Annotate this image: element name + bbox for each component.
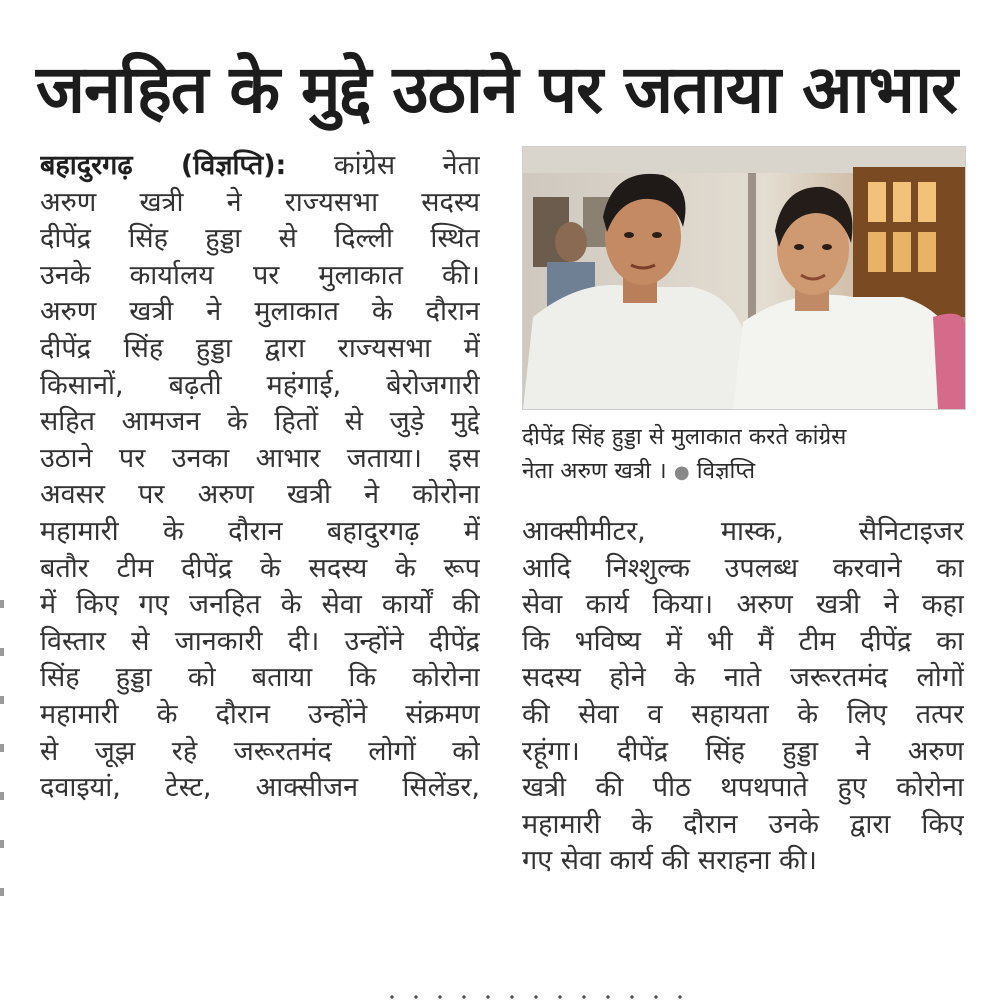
article-line: सेवा कार्य किया। अरुण खत्री ने कहा xyxy=(522,589,964,621)
article-first-line xyxy=(40,148,480,185)
article-line: कि भविष्य में भी मैं टीम दीपेंद्र का xyxy=(522,625,964,657)
margin-marks xyxy=(0,600,4,900)
article-line: विस्तार से जानकारी दी। उन्होंने दीपेंद्र xyxy=(40,625,480,657)
article-line: सिंह हुड्डा को बताया कि कोरोना xyxy=(40,662,480,694)
article-line: किसानों, बढ़ती महंगाई, बेरोजगारी xyxy=(40,369,480,401)
article-right-column xyxy=(522,514,964,880)
article-line: आक्सीमीटर, मास्क, सैनिटाइजर xyxy=(522,516,964,547)
bullet-icon: ● xyxy=(673,462,690,483)
article-line: दीपेंद्र सिंह हुड्डा से दिल्ली स्थित xyxy=(40,223,480,255)
article-line: रहूंगा। दीपेंद्र सिंह हुड्डा ने अरुण xyxy=(522,735,964,767)
article-line: से जूझ रहे जरूरतमंद लोगों को xyxy=(40,735,480,767)
article-line: अवसर पर अरुण खत्री ने कोरोना xyxy=(40,479,480,511)
article-line: महामारी के दौरान उन्होंने संक्रमण xyxy=(40,698,480,730)
article-line: अरुण खत्री ने मुलाकात के दौरान xyxy=(40,296,480,328)
article-line: महामारी के दौरान उनके द्वारा किए xyxy=(522,808,964,840)
article-line: महामारी के दौरान बहादुरगढ़ में xyxy=(40,515,480,547)
photo-illustration xyxy=(523,147,965,409)
caption-text: नेता अरुण खत्री । xyxy=(522,458,667,484)
page-edge-dots xyxy=(380,994,700,1000)
first-line-text: कांग्रेस नेता xyxy=(333,150,480,181)
article-line: दवाइयां, टेस्ट, आक्सीजन सिलेंडर, xyxy=(40,772,480,804)
article-line: उठाने पर उनका आभार जताया। इस xyxy=(40,442,480,474)
article-line: आदि निश्शुल्क उपलब्ध करवाने का xyxy=(522,552,964,584)
dateline: बहादुरगढ़ (विज्ञप्ति): xyxy=(40,150,287,181)
article-line: बतौर टीम दीपेंद्र के सदस्य के रूप xyxy=(40,552,480,584)
headline: जनहित के मुद्दे उठाने पर जताया आभार xyxy=(36,51,958,128)
article-left-column xyxy=(40,148,480,807)
article-line: सहित आमजन के हितों से जुड़े मुद्दे xyxy=(40,406,480,438)
article-line: दीपेंद्र सिंह हुड्डा द्वारा राज्यसभा में xyxy=(40,332,480,364)
article-line: अरुण खत्री ने राज्यसभा सदस्य xyxy=(40,186,480,218)
article-line: सदस्य होने के नाते जरूरतमंद लोगों xyxy=(522,662,964,694)
photo-caption xyxy=(522,420,968,490)
caption-line: दीपेंद्र सिंह हुड्डा से मुलाकात करते कांग्रेस xyxy=(522,424,847,450)
article-line: में किए गए जनहित के सेवा कार्यों की xyxy=(40,589,480,621)
article-line: उनके कार्यालय पर मुलाकात की। xyxy=(40,259,480,291)
caption-line-2 xyxy=(522,454,968,490)
article-line: की सेवा व सहायता के लिए तत्पर xyxy=(522,698,964,730)
caption-credit: विज्ञप्ति xyxy=(696,458,756,484)
news-photo xyxy=(522,146,966,410)
article-line: गए सेवा कार्य की सराहना की। xyxy=(522,845,817,877)
article-line: खत्री की पीठ थपथपाते हुए कोरोना xyxy=(522,772,964,804)
